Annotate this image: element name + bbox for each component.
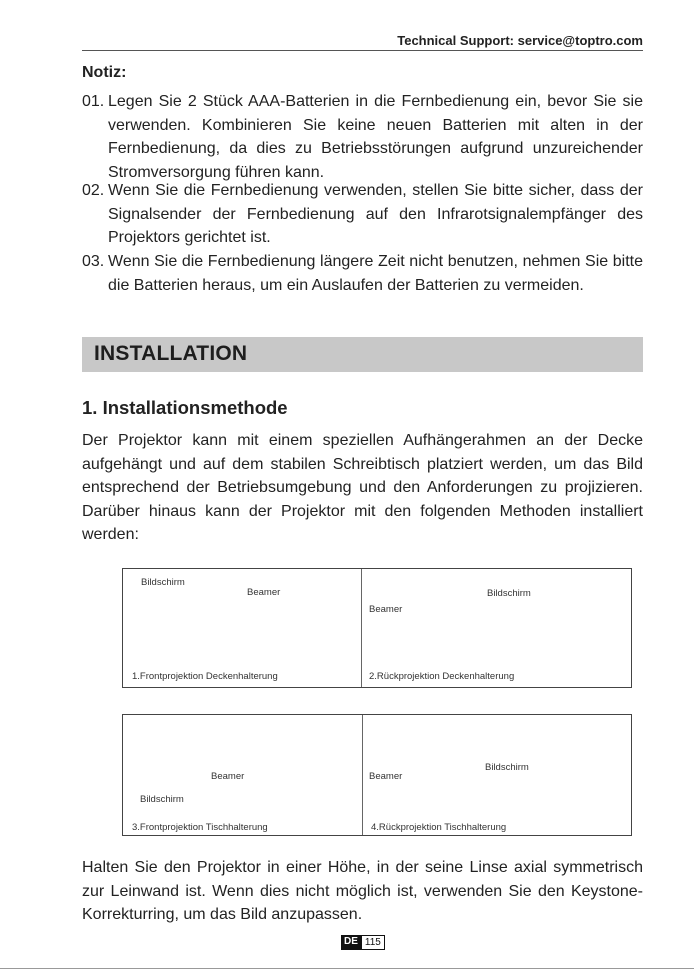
diagram-table-mount (122, 714, 632, 836)
diagram-caption: 2.Rückprojektion Deckenhalterung (369, 671, 515, 682)
diagram-front-ceiling (123, 569, 361, 687)
screen-label: Bildschirm (140, 794, 184, 805)
diagram-ceiling-mount (122, 568, 632, 688)
diagram-rear-table (362, 715, 631, 835)
note-item-3 (82, 250, 643, 297)
note-text: Wenn Sie die Fernbedienung längere Zeit nicht benutzen, nehmen Sie bitte die Batterien heraus, um ein Auslaufen der Batterien zu vermeiden. (108, 253, 643, 294)
note-number: 03. (82, 253, 105, 270)
note-text: Wenn Sie die Fernbedienung verwenden, stellen Sie bitte sicher, dass der Signalsender der Fernbedienung auf den Infrarotsignalempfänger des Projektors gerichtet ist. (108, 182, 643, 246)
page-number-badge (341, 935, 385, 950)
projector-label: Beamer (369, 604, 403, 615)
diagram-caption: 3.Frontprojektion Tischhalterung (132, 822, 268, 833)
installation-banner-title: INSTALLATION (94, 342, 248, 365)
notes-title: Notiz: (82, 64, 127, 81)
language-badge: DE (341, 935, 361, 950)
header-divider (82, 50, 643, 51)
note-item-2 (82, 179, 643, 250)
technical-support-header: Technical Support: service@toptro.com (397, 33, 643, 48)
note-item-1 (82, 90, 643, 184)
projector-label: Beamer (211, 771, 245, 782)
screen-label: Bildschirm (141, 577, 185, 588)
projector-label: Beamer (247, 587, 281, 598)
note-number: 02. (82, 182, 105, 199)
installation-intro-paragraph: Der Projektor kann mit einem speziellen Aufhängerahmen an der Decke aufgehängt und auf dem stabilen Schreibtisch platziert werden, um das Bild entsprechend der Betriebsumgebung und den Anforderungen zu projizieren. Darüber hinaus kann der Projektor mit den folgenden Methoden installiert werden: (82, 432, 643, 543)
screen-label: Bildschirm (487, 588, 531, 599)
footer-divider (0, 968, 694, 969)
note-number: 01. (82, 93, 105, 110)
projector-label: Beamer (369, 771, 403, 782)
diagram-caption: 4.Rückprojektion Tischhalterung (371, 822, 507, 833)
diagram-rear-ceiling (361, 569, 631, 687)
diagram-caption: 1.Frontprojektion Deckenhalterung (132, 671, 278, 682)
installation-outro-paragraph: Halten Sie den Projektor in einer Höhe, in der seine Linse axial symmetrisch zur Leinwand ist. Wenn dies nicht möglich ist, verwenden Sie den Keystone-Korrekturring, um das Bild anzupassen. (82, 859, 643, 923)
section-title: 1. Installationsmethode (82, 397, 288, 418)
screen-label: Bildschirm (485, 762, 529, 773)
note-text: Legen Sie 2 Stück AAA-Batterien in die Fernbedienung ein, bevor Sie sie verwenden. Kombinieren Sie keine neuen Batterien mit alten in der Fernbedienung, da dies zu Betriebsstörungen aufgrund unzureichender Stromversorgung führen kann. (108, 93, 643, 181)
diagram-front-table (123, 715, 362, 835)
page-number: 115 (361, 935, 385, 950)
installation-banner (82, 337, 643, 372)
